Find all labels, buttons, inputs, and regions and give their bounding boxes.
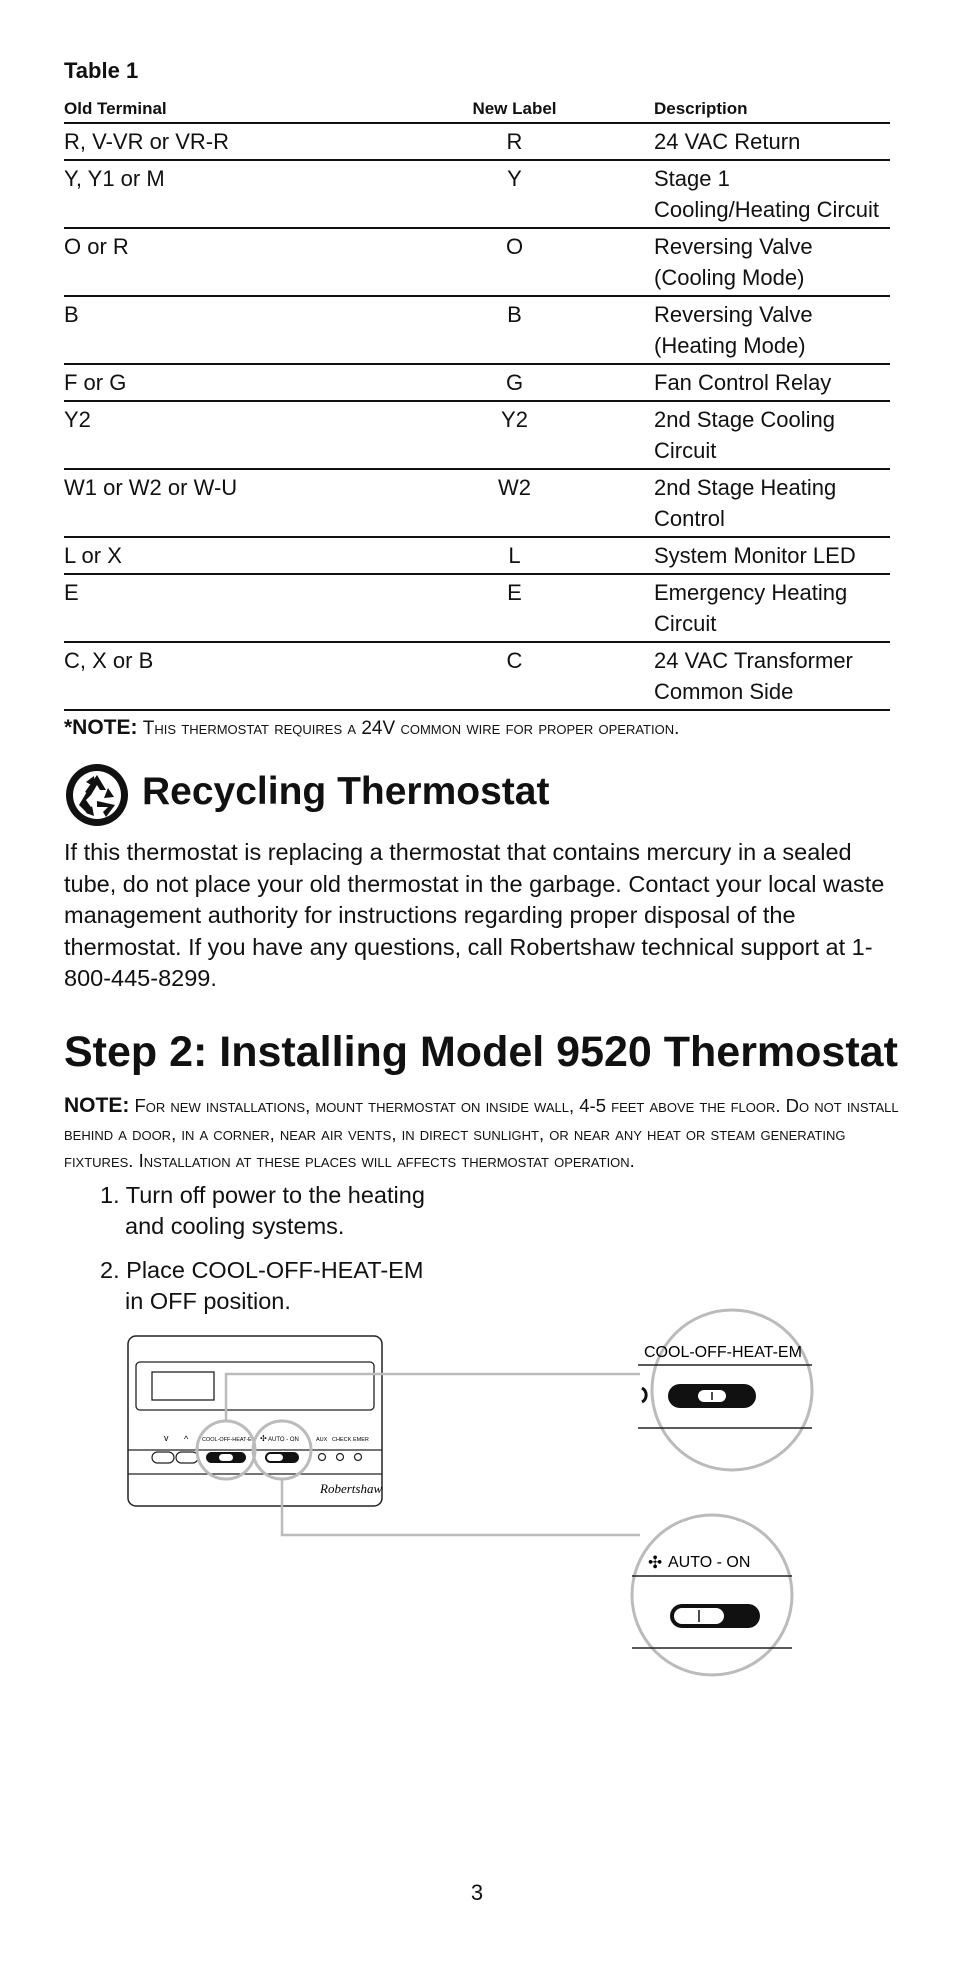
callout-fan-label: AUTO - ON <box>668 1554 751 1571</box>
aux-label: AUX <box>316 1437 328 1443</box>
emer-led <box>355 1454 362 1461</box>
header-description: Description <box>654 99 748 118</box>
table-row <box>64 538 890 575</box>
description-cell: Reversing Valve (Cooling Mode) <box>654 234 813 290</box>
fan-callout-circle <box>632 1515 792 1675</box>
new-label-cell: R <box>506 129 523 154</box>
new-label-cell: C <box>506 648 523 673</box>
old-terminal-cell: R, V-VR or VR-R <box>64 129 230 154</box>
step-list-item <box>100 1180 425 1242</box>
emer-label: EMER <box>353 1437 369 1443</box>
new-label-cell: W2 <box>498 475 531 500</box>
brand-logo: Robertshaw <box>320 1481 383 1496</box>
description-cell: Reversing Valve (Heating Mode) <box>654 302 813 358</box>
new-label-cell: L <box>508 543 521 568</box>
header-new-label: New Label <box>472 99 557 118</box>
recycling-paragraph: If this thermostat is replacing a thermostat that contains mercury in a sealed tube, do not place your old thermostat in the garbage. Contact your local waste management authority for instructions regarding proper disposal of the thermostat. If you have any questions, call Robertshaw technical support at 1-800-445-8299. <box>64 839 885 991</box>
description-cell: Emergency Heating Circuit <box>654 580 848 636</box>
description-cell: 24 VAC Return <box>654 129 801 154</box>
step-text: Turn off power to the heating <box>125 1182 425 1208</box>
step-text-cont: in OFF position. <box>125 1288 291 1314</box>
table-row <box>64 297 890 365</box>
step-note-text: For new installations, mount thermostat on inside wall, 4-5 feet above the floor. Do not install behind a door, in a corner, near air vents, in direct sunlight, or near any heat or steam generating fixtures. Installation at these places will affects thermostat operation. <box>64 1095 899 1171</box>
recycling-heading: Recycling Thermostat <box>142 770 550 813</box>
description-cell: System Monitor LED <box>654 543 856 568</box>
callout-mode-label: COOL-OFF-HEAT-EM <box>644 1344 802 1361</box>
table-row <box>64 365 890 402</box>
description-cell: 24 VAC Transformer Common Side <box>654 648 853 704</box>
new-label-cell: G <box>505 370 524 395</box>
old-terminal-cell: E <box>64 580 79 605</box>
header-old-terminal: Old Terminal <box>64 99 167 118</box>
old-terminal-cell: F or G <box>64 370 127 395</box>
old-terminal-cell: C, X or B <box>64 648 154 673</box>
old-terminal-cell: L or X <box>64 543 122 568</box>
step-number: 1. <box>100 1182 120 1208</box>
step-text-cont: and cooling systems. <box>125 1213 345 1239</box>
table-note <box>64 716 679 740</box>
callout-fan-icon: ✣ <box>648 1553 663 1573</box>
up-button[interactable] <box>176 1452 198 1463</box>
aux-led <box>319 1454 326 1461</box>
recycle-icon <box>64 762 130 828</box>
down-button[interactable] <box>152 1452 174 1463</box>
table-row <box>64 470 890 538</box>
mode-switch-knob <box>219 1454 233 1461</box>
new-label-cell: Y <box>507 166 522 191</box>
table-row <box>64 643 890 711</box>
old-terminal-cell: O or R <box>64 234 129 259</box>
description-cell: Fan Control Relay <box>654 370 832 395</box>
step-heading: Step 2: Installing Model 9520 Thermostat <box>64 1028 898 1076</box>
description-cell: 2nd Stage Cooling Circuit <box>654 407 836 463</box>
old-terminal-cell: B <box>64 302 79 327</box>
old-terminal-cell: Y2 <box>64 407 91 432</box>
check-led <box>337 1454 344 1461</box>
mode-switch-label: COOL-OFF-HEAT-EM <box>202 1437 257 1443</box>
fan-switch-label: AUTO - ON <box>268 1437 299 1443</box>
new-label-cell: E <box>507 580 522 605</box>
fan-switch-knob <box>267 1454 283 1461</box>
description-cell: Stage 1 Cooling/Heating Circuit <box>654 166 879 222</box>
table-body <box>64 124 890 711</box>
table-note-label: *NOTE: <box>64 716 138 739</box>
table-row <box>64 575 890 643</box>
old-terminal-cell: W1 or W2 or W-U <box>64 475 238 500</box>
table-row <box>64 402 890 470</box>
table-caption: Table 1 <box>64 58 139 83</box>
table-note-text: This thermostat requires a 24V common wire for proper operation. <box>142 718 680 739</box>
table-row <box>64 229 890 297</box>
step-text: Place COOL-OFF-HEAT-EM <box>126 1257 424 1283</box>
thermostat-diagram <box>120 1290 840 1690</box>
step-number: 2. <box>100 1257 120 1283</box>
new-label-cell: B <box>507 302 522 327</box>
up-button-label: ^ <box>184 1434 189 1444</box>
table-row <box>64 124 890 161</box>
step-note <box>64 1092 904 1175</box>
page-number: 3 <box>470 1880 484 1905</box>
description-cell: 2nd Stage Heating Control <box>654 475 837 531</box>
old-terminal-cell: Y, Y1 or M <box>64 166 165 191</box>
fan-icon: ✣ <box>260 1434 267 1443</box>
table-row <box>64 161 890 229</box>
check-label: CHECK <box>332 1437 352 1443</box>
callout-partial-button <box>642 1388 646 1402</box>
new-label-cell: Y2 <box>501 407 528 432</box>
down-button-label: v <box>164 1433 169 1443</box>
terminal-table <box>64 96 890 711</box>
table-header-row <box>64 96 890 124</box>
step-note-label: NOTE: <box>64 1094 130 1117</box>
new-label-cell: O <box>505 234 524 259</box>
